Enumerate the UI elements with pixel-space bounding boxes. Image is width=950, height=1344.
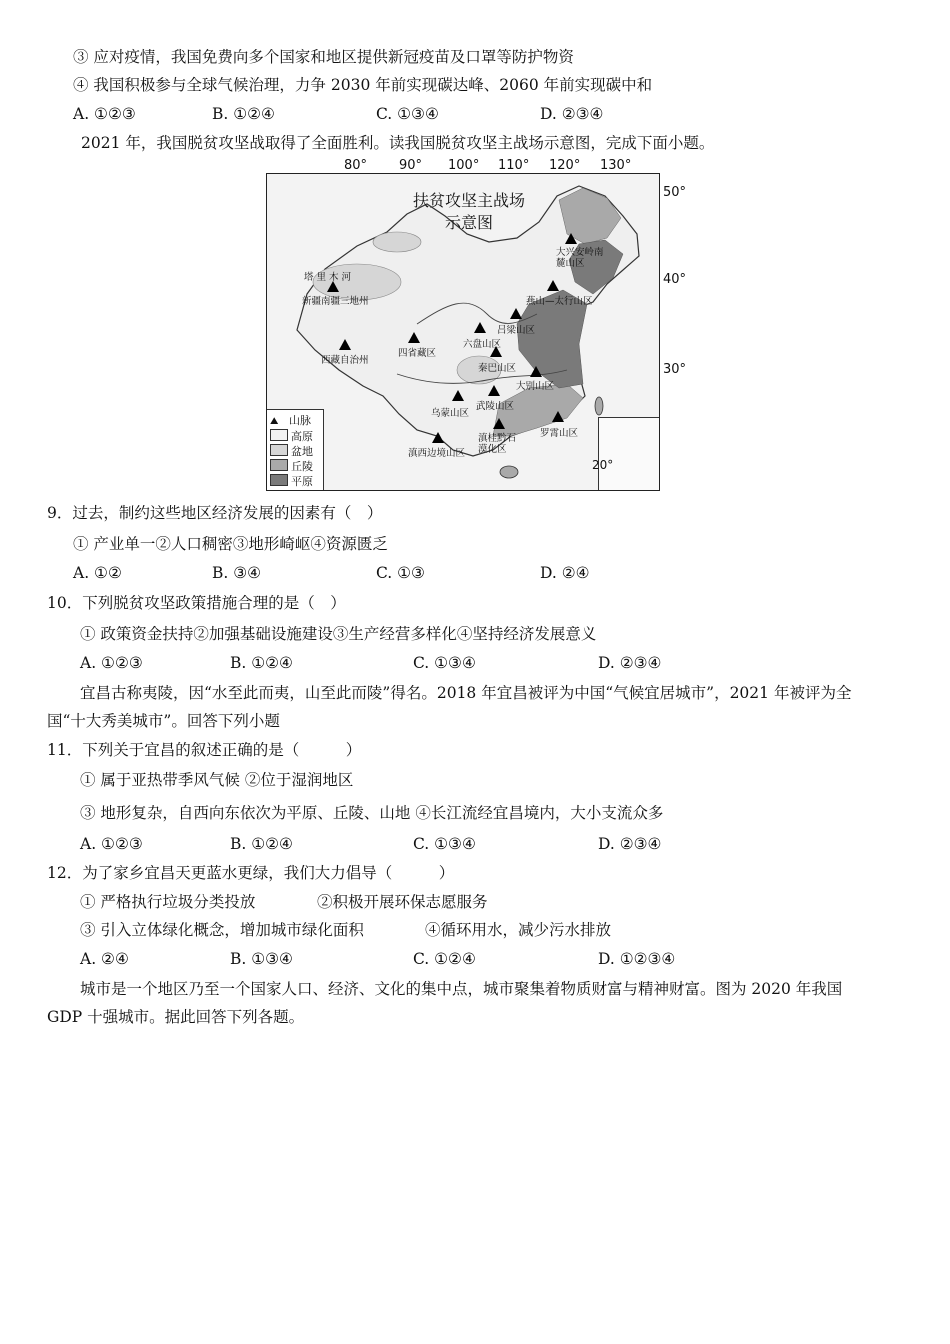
q12-item3: ③ 引入立体绿化概念，增加城市绿化面积 — [80, 921, 364, 939]
map-title-line2: 示意图 — [444, 213, 493, 232]
legend-plain: 平原 — [270, 473, 313, 489]
passage-yichang-line2: 国“十大秀美城市”。回答下列小题 — [47, 712, 280, 730]
legend-basin: 盆地 — [270, 443, 313, 459]
region-label: 武陵山区 — [476, 401, 515, 412]
region-marker — [408, 332, 420, 343]
lat-label-20: 20° — [592, 458, 614, 472]
region-label: 大兴安岭南麓山区 — [556, 247, 604, 269]
statement-4: ④ 我国积极参与全球气候治理，力争 2030 年前实现碳达峰、2060 年前实现碳中和 — [73, 76, 653, 94]
region-marker — [339, 339, 351, 350]
region-marker — [493, 418, 505, 429]
plain-swatch — [270, 474, 288, 486]
q10-option-b: B. ①②④ — [230, 654, 293, 672]
hill-swatch — [270, 459, 288, 471]
region-marker — [490, 346, 502, 357]
region-marker — [327, 281, 339, 292]
q9-items: ① 产业单一②人口稠密③地形崎岖④资源匮乏 — [73, 535, 388, 553]
region-label: 滇西边境山区 — [408, 448, 466, 459]
legend-mountain: ⛰ 山脉 — [270, 414, 311, 427]
q12-option-d: D. ①②③④ — [598, 950, 676, 968]
passage-poverty: 2021 年，我国脱贫攻坚战取得了全面胜利。读我国脱贫攻坚主战场示意图，完成下面小题。 — [81, 134, 715, 152]
mountain-icon: ⛰ — [270, 416, 279, 427]
lon-label-80: 80° — [344, 158, 368, 173]
region-marker — [547, 280, 559, 291]
tarim-river-label: 塔 里 木 河 — [304, 272, 352, 283]
taiwan-island — [595, 397, 603, 415]
south-china-sea-inset — [598, 417, 659, 490]
passage-yichang-line1: 宜昌古称夷陵，因“水至此而夷，山至此而陵”得名。2018 年宜昌被评为中国“气候宜居城市”，2021 年被评为全 — [80, 684, 852, 702]
q10-stem: 10．下列脱贫攻坚政策措施合理的是（ ） — [47, 594, 346, 612]
region-marker — [488, 385, 500, 396]
region-label: 乌蒙山区 — [431, 408, 470, 419]
q9-option-a: A. ①② — [73, 564, 122, 582]
region-marker — [432, 432, 444, 443]
legend-hill: 丘陵 — [270, 458, 313, 474]
q9-option-c: C. ①③ — [376, 564, 425, 582]
q11-item1: ① 属于亚热带季风气候 ②位于湿润地区 — [80, 771, 354, 789]
q12-option-b: B. ①③④ — [230, 950, 293, 968]
legend-plateau: 高原 — [270, 428, 313, 444]
map-title-line1: 扶贫攻坚主战场 — [412, 191, 525, 210]
region-label: 西藏自治州 — [321, 355, 369, 366]
plateau-swatch — [270, 429, 288, 441]
lat-label-30: 30° — [663, 362, 687, 377]
region-label: 滇桂黔石漠化区 — [478, 433, 517, 455]
region-label: 燕山—太行山区 — [526, 296, 593, 307]
q12-option-a: A. ②④ — [80, 950, 129, 968]
region-marker — [552, 411, 564, 422]
q8-option-d: D. ②③④ — [540, 105, 604, 123]
region-marker — [474, 322, 486, 333]
q12-item2: ②积极开展环保志愿服务 — [317, 893, 488, 911]
basin-swatch — [270, 444, 288, 456]
q10-option-a: A. ①②③ — [80, 654, 143, 672]
q11-option-b: B. ①②④ — [230, 835, 293, 853]
lat-label-40: 40° — [663, 272, 687, 287]
q12-item4: ④循环用水，减少污水排放 — [425, 921, 612, 939]
map-title — [404, 190, 534, 234]
q12-stem: 12．为了家乡宜昌天更蓝水更绿，我们大力倡导（ ） — [47, 864, 455, 882]
lat-label-50: 50° — [663, 185, 687, 200]
junggar-basin — [373, 232, 421, 252]
passage-cities-line1: 城市是一个地区乃至一个国家人口、经济、文化的集中点，城市聚集着物质财富与精神财富。图为 2020 年我国 — [80, 980, 843, 998]
lon-label-120: 120° — [549, 158, 581, 173]
region-label: 大别山区 — [516, 381, 555, 392]
region-marker — [530, 366, 542, 377]
lon-label-90: 90° — [399, 158, 423, 173]
region-marker — [452, 390, 464, 401]
q8-option-a: A. ①②③ — [73, 105, 136, 123]
lon-label-130: 130° — [600, 158, 632, 173]
lon-label-100: 100° — [448, 158, 480, 173]
region-marker — [565, 233, 577, 244]
region-label: 罗霄山区 — [540, 428, 579, 439]
lon-label-110: 110° — [498, 158, 530, 173]
region-marker — [510, 308, 522, 319]
q9-stem: 9．过去，制约这些地区经济发展的因素有（ ） — [47, 504, 383, 522]
q9-option-b: B. ③④ — [212, 564, 262, 582]
hainan-island — [500, 466, 518, 478]
q12-item1: ① 严格执行垃圾分类投放 — [80, 893, 256, 911]
q12-option-c: C. ①②④ — [413, 950, 476, 968]
region-label: 四省藏区 — [398, 348, 437, 359]
q10-option-d: D. ②③④ — [598, 654, 662, 672]
q9-option-d: D. ②④ — [540, 564, 590, 582]
statement-3: ③ 应对疫情，我国免费向多个国家和地区提供新冠疫苗及口罩等防护物资 — [73, 48, 574, 66]
q8-option-b: B. ①②④ — [212, 105, 275, 123]
passage-cities-line2: GDP 十强城市。据此回答下列各题。 — [47, 1008, 305, 1026]
q10-items: ① 政策资金扶持②加强基础设施建设③生产经营多样化④坚持经济发展意义 — [80, 625, 597, 643]
q11-item2: ③ 地形复杂，自西向东依次为平原、丘陵、山地 ④长江流经宜昌境内，大小支流众多 — [80, 804, 664, 822]
q8-option-c: C. ①③④ — [376, 105, 439, 123]
q11-option-d: D. ②③④ — [598, 835, 662, 853]
q11-stem: 11．下列关于宜昌的叙述正确的是（ ） — [47, 741, 362, 759]
map-legend — [267, 409, 324, 490]
q11-option-c: C. ①③④ — [413, 835, 476, 853]
q10-option-c: C. ①③④ — [413, 654, 476, 672]
region-label: 新疆南疆三地州 — [302, 296, 369, 307]
region-label: 六盘山区 — [463, 339, 502, 350]
q11-option-a: A. ①②③ — [80, 835, 143, 853]
region-label: 秦巴山区 — [478, 363, 517, 374]
region-label: 吕梁山区 — [497, 325, 536, 336]
